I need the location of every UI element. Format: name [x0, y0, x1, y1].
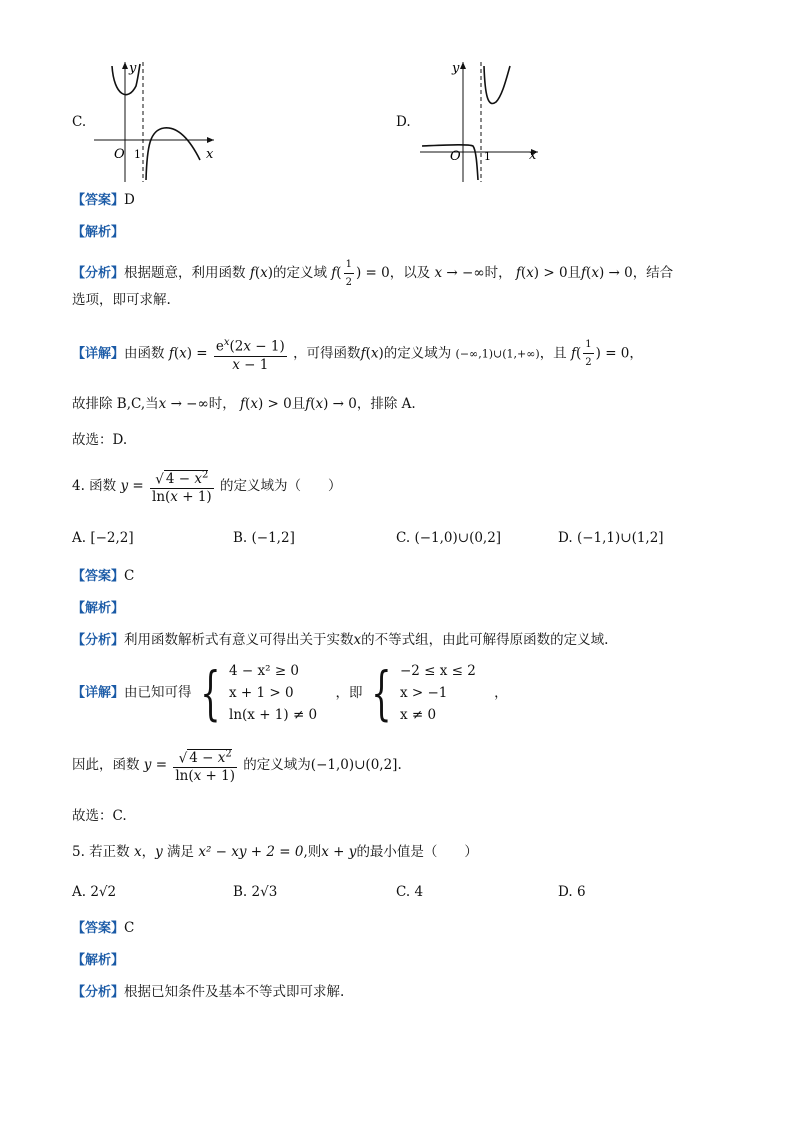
- q4-choose: 故选：C.: [72, 808, 127, 824]
- q4-system-2: −2 ≤ x ≤ 2 x > −1 x ≠ 0: [399, 663, 476, 723]
- graph-c-y-label: y: [129, 61, 137, 76]
- q4-analysis-tag: 【解析】: [72, 601, 125, 616]
- graph-d: [418, 56, 548, 186]
- q4-option-d[interactable]: D. (−1,1)∪(1,2]: [558, 530, 664, 546]
- q5-answer-line: 【答案】C: [72, 920, 135, 936]
- graph-d-origin: O: [450, 149, 461, 164]
- q4-answer: C: [124, 568, 135, 584]
- graph-c-one: 1: [134, 148, 141, 161]
- q5-analysis-tag: 【解析】: [72, 953, 125, 968]
- q3-answer-line: [72, 190, 135, 211]
- q3-fenxi-line1: 【分析】根据题意，利用函数 f(x)的定义域 f( $\frac{1}{2}$ ) = 0，以及 x → −∞时， f(x) > 0且f(x) → 0，结合: [72, 256, 673, 291]
- q4-detail: 【详解】由已知可得 { 4 − x² ≥ 0 x + 1 > 0 ln(x + 1) ≠ 0 ，即 { −2 ≤ x ≤ 2 x > −1 x ≠ 0 ，: [72, 659, 508, 727]
- q4-option-c[interactable]: C. (−1,0)∪(0,2]: [396, 530, 502, 546]
- graph-d-x-label: x: [529, 148, 537, 163]
- graph-c: [84, 56, 224, 186]
- q5-option-d[interactable]: D. 6: [558, 884, 586, 900]
- q4-stem: 4. 函数 y = $\frac{√ 4 - x^2}{\ln(x + 1)}$ 的定义域为（ ）: [72, 466, 341, 506]
- q5-answer: C: [124, 920, 135, 936]
- q5-stem: 5. 若正数 x，y 满足 x² − xy + 2 = 0,则x + y的最小值是（ ）: [72, 844, 478, 860]
- q3-analysis-tag: 【解析】: [72, 225, 125, 240]
- q3-detail-line2: 故排除 B,C,当x → −∞时， f(x) > 0且f(x) → 0，排除 A.: [72, 396, 416, 412]
- q4-answer-line: 【答案】C: [72, 568, 135, 584]
- option-c-label[interactable]: C.: [72, 114, 87, 130]
- q4-option-a[interactable]: A. [−2,2]: [72, 530, 134, 546]
- answer-tag: 【答案】: [72, 193, 125, 208]
- q5-option-c[interactable]: C. 4: [396, 884, 424, 900]
- graph-d-y-label: y: [452, 61, 460, 76]
- q5-option-b[interactable]: B. 2√3: [233, 884, 278, 900]
- graph-c-curve-right: [146, 128, 200, 180]
- graph-d-one: 1: [484, 150, 491, 163]
- q3-detail-line1: 【详解】由函数 f(x) = $\frac{e^x(2x - 1)}{x - 1}$ ，可得函数f(x)的定义域为 (−∞,1)∪(1,+∞)，且 f( $\frac{1}{2}$ ) = 0，: [72, 334, 643, 374]
- q4-system-1: 4 − x² ≥ 0 x + 1 > 0 ln(x + 1) ≠ 0: [229, 663, 318, 723]
- option-d-label[interactable]: D.: [396, 114, 411, 130]
- q4-conclusion: 因此，函数 y = $\frac{√ 4 - x^2}{\ln(x + 1)}$ 的定义域为(−1,0)∪(0,2].: [72, 745, 402, 785]
- graph-c-x-label: x: [206, 147, 214, 162]
- graph-c-origin: O: [114, 147, 125, 162]
- q4-option-b[interactable]: B. (−1,2]: [233, 530, 295, 546]
- q3-fenxi-line2: 选项，即可求解.: [72, 292, 171, 308]
- q4-fenxi: 【分析】利用函数解析式有意义可得出关于实数x的不等式组，由此可解得原函数的定义域.: [72, 632, 609, 648]
- q3-answer: D: [124, 192, 135, 208]
- q5-fenxi: 【分析】根据已知条件及基本不等式即可求解.: [72, 984, 345, 1000]
- graph-d-curve-right: [484, 66, 510, 104]
- q5-option-a[interactable]: A. 2√2: [72, 884, 117, 900]
- q3-choose: 故选：D.: [72, 432, 128, 448]
